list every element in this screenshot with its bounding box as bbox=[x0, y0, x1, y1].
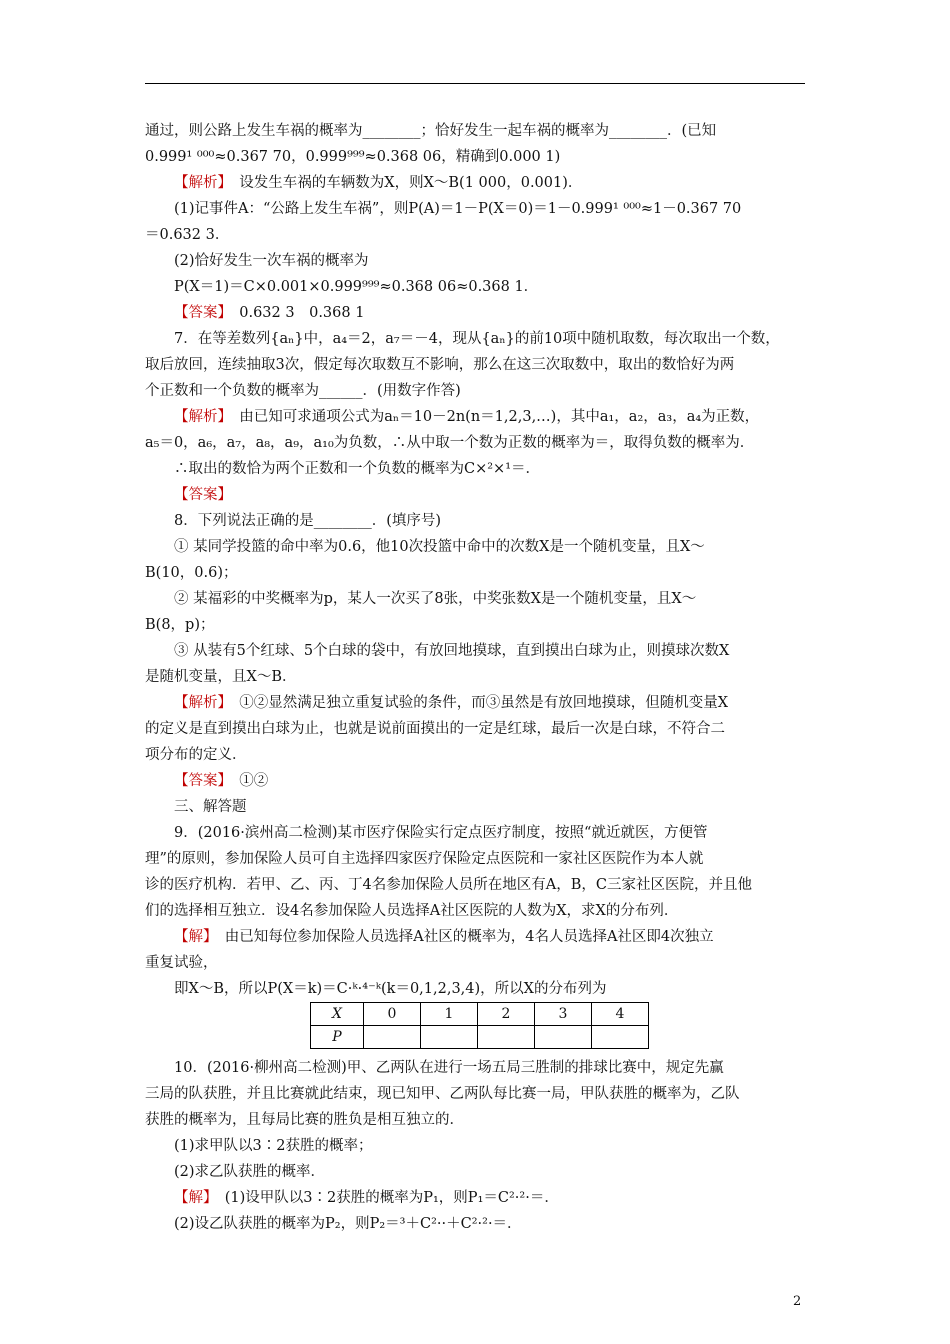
text-line bbox=[145, 820, 810, 846]
line-text: 重复试验， bbox=[145, 955, 218, 971]
section-tag: 【答案】 bbox=[174, 773, 225, 789]
line-text: ∴取出的数恰为两个正数和一个负数的概率为C×²×¹＝． bbox=[174, 461, 541, 477]
text-line bbox=[145, 560, 810, 586]
text-line bbox=[145, 664, 810, 690]
section-tag: 【解析】 bbox=[174, 175, 225, 191]
header-rule bbox=[145, 83, 805, 84]
text-line bbox=[145, 742, 810, 768]
line-text: ①② bbox=[224, 773, 269, 789]
line-text: 三、解答题 bbox=[174, 799, 247, 815]
page-number: 2 bbox=[793, 1294, 802, 1309]
distribution-table bbox=[310, 1002, 649, 1049]
line-text: ① 某同学投篮的命中率为0.6，他10次投篮中命中的次数X是一个随机变量，且X～ bbox=[174, 539, 705, 555]
text-line bbox=[145, 976, 810, 1002]
line-text: 项分布的定义． bbox=[145, 747, 247, 763]
section-tag: 【解析】 bbox=[174, 695, 225, 711]
text-line bbox=[145, 924, 810, 950]
line-text: (2)设乙队获胜的概率为P₂，则P₂＝³＋C²··＋C²·²·＝． bbox=[174, 1216, 522, 1232]
line-text: ② 某福彩的中奖概率为p，某人一次买了8张，中奖张数X是一个随机变量，且X～ bbox=[174, 591, 697, 607]
text-line bbox=[145, 222, 810, 248]
line-text: 理”的原则，参加保险人员可自主选择四家医疗保险定点医院和一家社区医院作为本人就 bbox=[145, 851, 704, 867]
line-text: (2)求乙队获胜的概率． bbox=[174, 1164, 326, 1180]
line-text: 8．下列说法正确的是________．(填序号) bbox=[174, 513, 442, 529]
text-line bbox=[145, 534, 810, 560]
table-cell bbox=[478, 1026, 535, 1049]
line-text: 通过，则公路上发生车祸的概率为________；恰好发生一起车祸的概率为________．(已知 bbox=[145, 123, 717, 139]
text-line bbox=[145, 300, 810, 326]
line-text: 是随机变量，且X～B． bbox=[145, 669, 297, 685]
text-line bbox=[145, 1185, 810, 1211]
table-cell: P bbox=[311, 1026, 364, 1049]
section-tag: 【解析】 bbox=[174, 409, 225, 425]
text-line bbox=[145, 170, 810, 196]
line-text: (1)设甲队以3∶2获胜的概率为P₁，则P₁＝C²·²·＝． bbox=[210, 1190, 559, 1206]
text-line bbox=[145, 248, 810, 274]
line-text: 即X～B，所以P(X＝k)＝C·ᵏ·⁴⁻ᵏ(k＝0,1,2,3,4)，所以X的分布列为 bbox=[174, 981, 607, 997]
text-line bbox=[145, 638, 810, 664]
table-cell: 1 bbox=[421, 1003, 478, 1026]
line-text: 个正数和一个负数的概率为______．(用数字作答) bbox=[145, 383, 461, 399]
text-line bbox=[145, 1107, 810, 1133]
text-line bbox=[145, 404, 810, 430]
line-text: 取后放回，连续抽取3次，假定每次取数互不影响，那么在这三次取数中，取出的数恰好为两 bbox=[145, 357, 735, 373]
line-text: 三局的队获胜，并且比赛就此结束，现已知甲、乙两队每比赛一局，甲队获胜的概率为，乙队 bbox=[145, 1086, 740, 1102]
text-line bbox=[145, 768, 810, 794]
table-header-row bbox=[311, 1003, 649, 1026]
text-line bbox=[145, 690, 810, 716]
text-line bbox=[145, 378, 810, 404]
line-text: 获胜的概率为，且每局比赛的胜负是相互独立的． bbox=[145, 1112, 464, 1128]
line-text: 诊的医疗机构．若甲、乙、丙、丁4名参加保险人员所在地区有A，B，C三家社区医院，并且他 bbox=[145, 877, 752, 893]
line-text: (1)记事件A：“公路上发生车祸”，则P(A)＝1－P(X＝0)＝1－0.999¹ ⁰⁰⁰≈1－0.367 70 bbox=[174, 201, 742, 217]
table-cell bbox=[364, 1026, 421, 1049]
text-block-top bbox=[145, 118, 810, 1002]
line-text: B(10，0.6)； bbox=[145, 565, 238, 581]
line-text: (2)恰好发生一次车祸的概率为 bbox=[174, 253, 369, 269]
section-tag: 【答案】 bbox=[174, 487, 232, 503]
table-cell bbox=[592, 1026, 649, 1049]
text-line bbox=[145, 950, 810, 976]
text-line bbox=[145, 872, 810, 898]
text-line bbox=[145, 586, 810, 612]
line-text: ③ 从装有5个红球、5个白球的袋中，有放回地摸球，直到摸出白球为止，则摸球次数X bbox=[174, 643, 730, 659]
text-line bbox=[145, 898, 810, 924]
text-line bbox=[145, 326, 810, 352]
text-line bbox=[145, 482, 810, 508]
section-tag: 【解】 bbox=[174, 1190, 211, 1206]
table-cell: 4 bbox=[592, 1003, 649, 1026]
line-text: 设发生车祸的车辆数为X，则X～B(1 000，0.001)． bbox=[224, 175, 583, 191]
text-line bbox=[145, 1055, 810, 1081]
line-text: 0.632 3 0.368 1 bbox=[224, 305, 365, 321]
line-text: 由已知可求通项公式为aₙ＝10－2n(n＝1,2,3,…)，其中a₁，a₂，a₃，a₄为正数， bbox=[224, 409, 760, 425]
text-block-bottom bbox=[145, 1055, 810, 1237]
text-line bbox=[145, 612, 810, 638]
section-tag: 【答案】 bbox=[174, 305, 225, 321]
table-cell: 2 bbox=[478, 1003, 535, 1026]
line-text: 7．在等差数列{aₙ}中，a₄＝2，a₇＝－4，现从{aₙ}的前10项中随机取数，每次取出一个数， bbox=[174, 331, 780, 347]
table-cell: 0 bbox=[364, 1003, 421, 1026]
section-tag: 【解】 bbox=[174, 929, 211, 945]
line-text: ①②显然满足独立重复试验的条件，而③虽然是有放回地摸球，但随机变量X bbox=[224, 695, 729, 711]
text-line bbox=[145, 118, 810, 144]
text-line bbox=[145, 1211, 810, 1237]
text-line bbox=[145, 274, 810, 300]
text-line bbox=[145, 1133, 810, 1159]
text-line bbox=[145, 352, 810, 378]
line-text: 0.999¹ ⁰⁰⁰≈0.367 70，0.999⁹⁹⁹≈0.368 06，精确到0.000 1) bbox=[145, 149, 561, 165]
line-text: B(8，p)； bbox=[145, 617, 215, 633]
line-text: 10．(2016·柳州高二检测)甲、乙两队在进行一场五局三胜制的排球比赛中，规定先赢 bbox=[174, 1060, 724, 1076]
text-line bbox=[145, 1159, 810, 1185]
text-line bbox=[145, 846, 810, 872]
line-text: a₅＝0，a₆，a₇，a₈，a₉，a₁₀为负数，∴从中取一个数为正数的概率为＝，取得负数的概率为． bbox=[145, 435, 755, 451]
line-text: 们的选择相互独立．设4名参加保险人员选择A社区医院的人数为X，求X的分布列． bbox=[145, 903, 679, 919]
table-cell: 3 bbox=[535, 1003, 592, 1026]
table-cell: X bbox=[311, 1003, 364, 1026]
text-line bbox=[145, 794, 810, 820]
text-line bbox=[145, 196, 810, 222]
line-text: ＝0.632 3． bbox=[145, 227, 230, 243]
line-text: 由已知每位参加保险人员选择A社区的概率为，4名人员选择A社区即4次独立 bbox=[210, 929, 714, 945]
table-cell bbox=[421, 1026, 478, 1049]
line-text: (1)求甲队以3∶2获胜的概率； bbox=[174, 1138, 373, 1154]
text-line bbox=[145, 456, 810, 482]
table-cell bbox=[535, 1026, 592, 1049]
text-line bbox=[145, 1081, 810, 1107]
text-line bbox=[145, 716, 810, 742]
text-line bbox=[145, 430, 810, 456]
text-line bbox=[145, 144, 810, 170]
text-line bbox=[145, 508, 810, 534]
table-row bbox=[311, 1026, 649, 1049]
line-text: P(X＝1)＝C×0.001×0.999⁹⁹⁹≈0.368 06≈0.368 1． bbox=[174, 279, 539, 295]
line-text: 9．(2016·滨州高二检测)某市医疗保险实行定点医疗制度，按照“就近就医，方便管 bbox=[174, 825, 708, 841]
document-body bbox=[145, 118, 810, 1237]
line-text: 的定义是直到摸出白球为止，也就是说前面摸出的一定是红球，最后一次是白球，不符合二 bbox=[145, 721, 725, 737]
